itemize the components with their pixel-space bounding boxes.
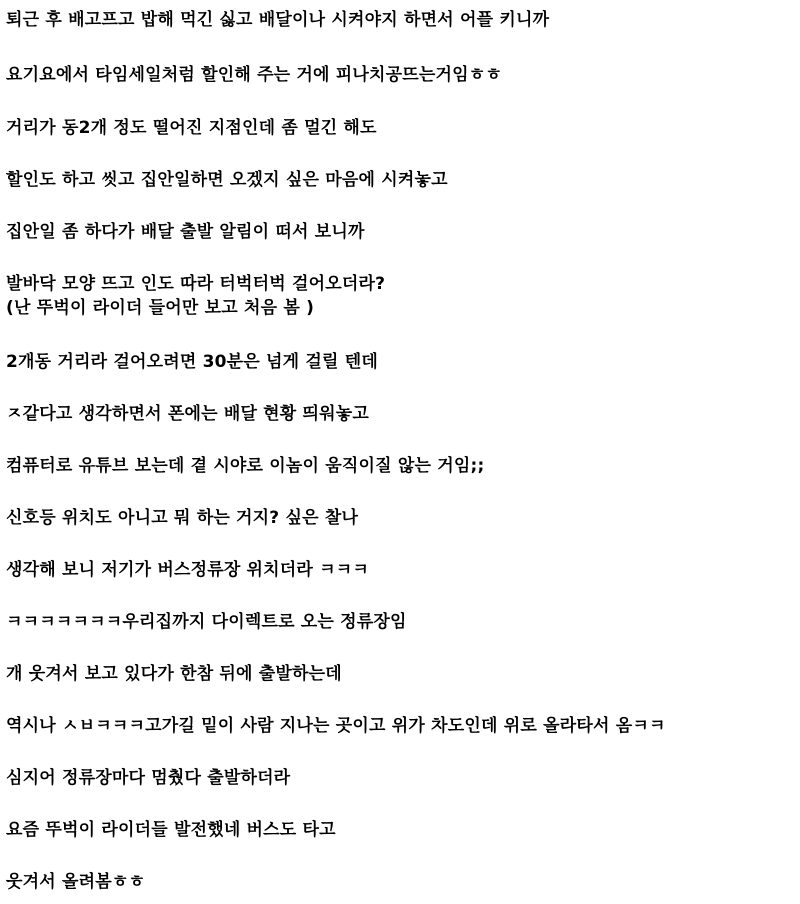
text-line: 신호등 위치도 아니고 뭐 하는 거지? 싶은 찰나 xyxy=(6,508,359,528)
text-line: 요즘 뚜벅이 라이더들 발전했네 버스도 타고 xyxy=(6,820,336,840)
text-line: 집안일 좀 하다가 배달 출발 알림이 떠서 보니까 xyxy=(6,222,365,242)
text-line: 웃겨서 올려봄ㅎㅎ xyxy=(6,872,146,892)
text-line: 요기요에서 타임세일처럼 할인해 주는 거에 피나치공뜨는거임ㅎㅎ xyxy=(6,65,503,85)
text-line: (난 뚜벅이 라이더 들어만 보고 처음 봄 ) xyxy=(6,298,315,318)
text-line: ㅋㅋㅋㅋㅋㅋㅋ우리집까지 다이렉트로 오는 정류장임 xyxy=(6,612,407,632)
text-line: ㅈ같다고 생각하면서 폰에는 배달 현황 띄워놓고 xyxy=(6,404,370,424)
text-line: 컴퓨터로 유튜브 보는데 곁 시야로 이놈이 움직이질 않는 거임;; xyxy=(6,456,485,476)
text-line: 거리가 동2개 정도 떨어진 지점인데 좀 멀긴 해도 xyxy=(6,118,377,138)
text-line: 할인도 하고 씻고 집안일하면 오겠지 싶은 마음에 시켜놓고 xyxy=(6,170,448,190)
text-line: 발바닥 모양 뜨고 인도 따라 터벅터벅 걸어오더라? xyxy=(6,274,386,294)
text-line: 퇴근 후 배고프고 밥해 먹긴 싫고 배달이나 시켜야지 하면서 어플 키니까 xyxy=(6,10,550,30)
text-line: 역시나 ㅅㅂㅋㅋㅋ고가길 밑이 사람 지나는 곳이고 위가 차도인데 위로 올라타서 옴ㅋㅋ xyxy=(6,716,666,736)
text-line: 생각해 보니 저기가 버스정류장 위치더라 ㅋㅋㅋ xyxy=(6,560,370,580)
text-line: 심지어 정류장마다 멈췄다 출발하더라 xyxy=(6,768,291,788)
text-line: 개 웃겨서 보고 있다가 한참 뒤에 출발하는데 xyxy=(6,664,342,684)
text-line: 2개동 거리라 걸어오려면 30분은 넘게 걸릴 텐데 xyxy=(6,352,378,372)
